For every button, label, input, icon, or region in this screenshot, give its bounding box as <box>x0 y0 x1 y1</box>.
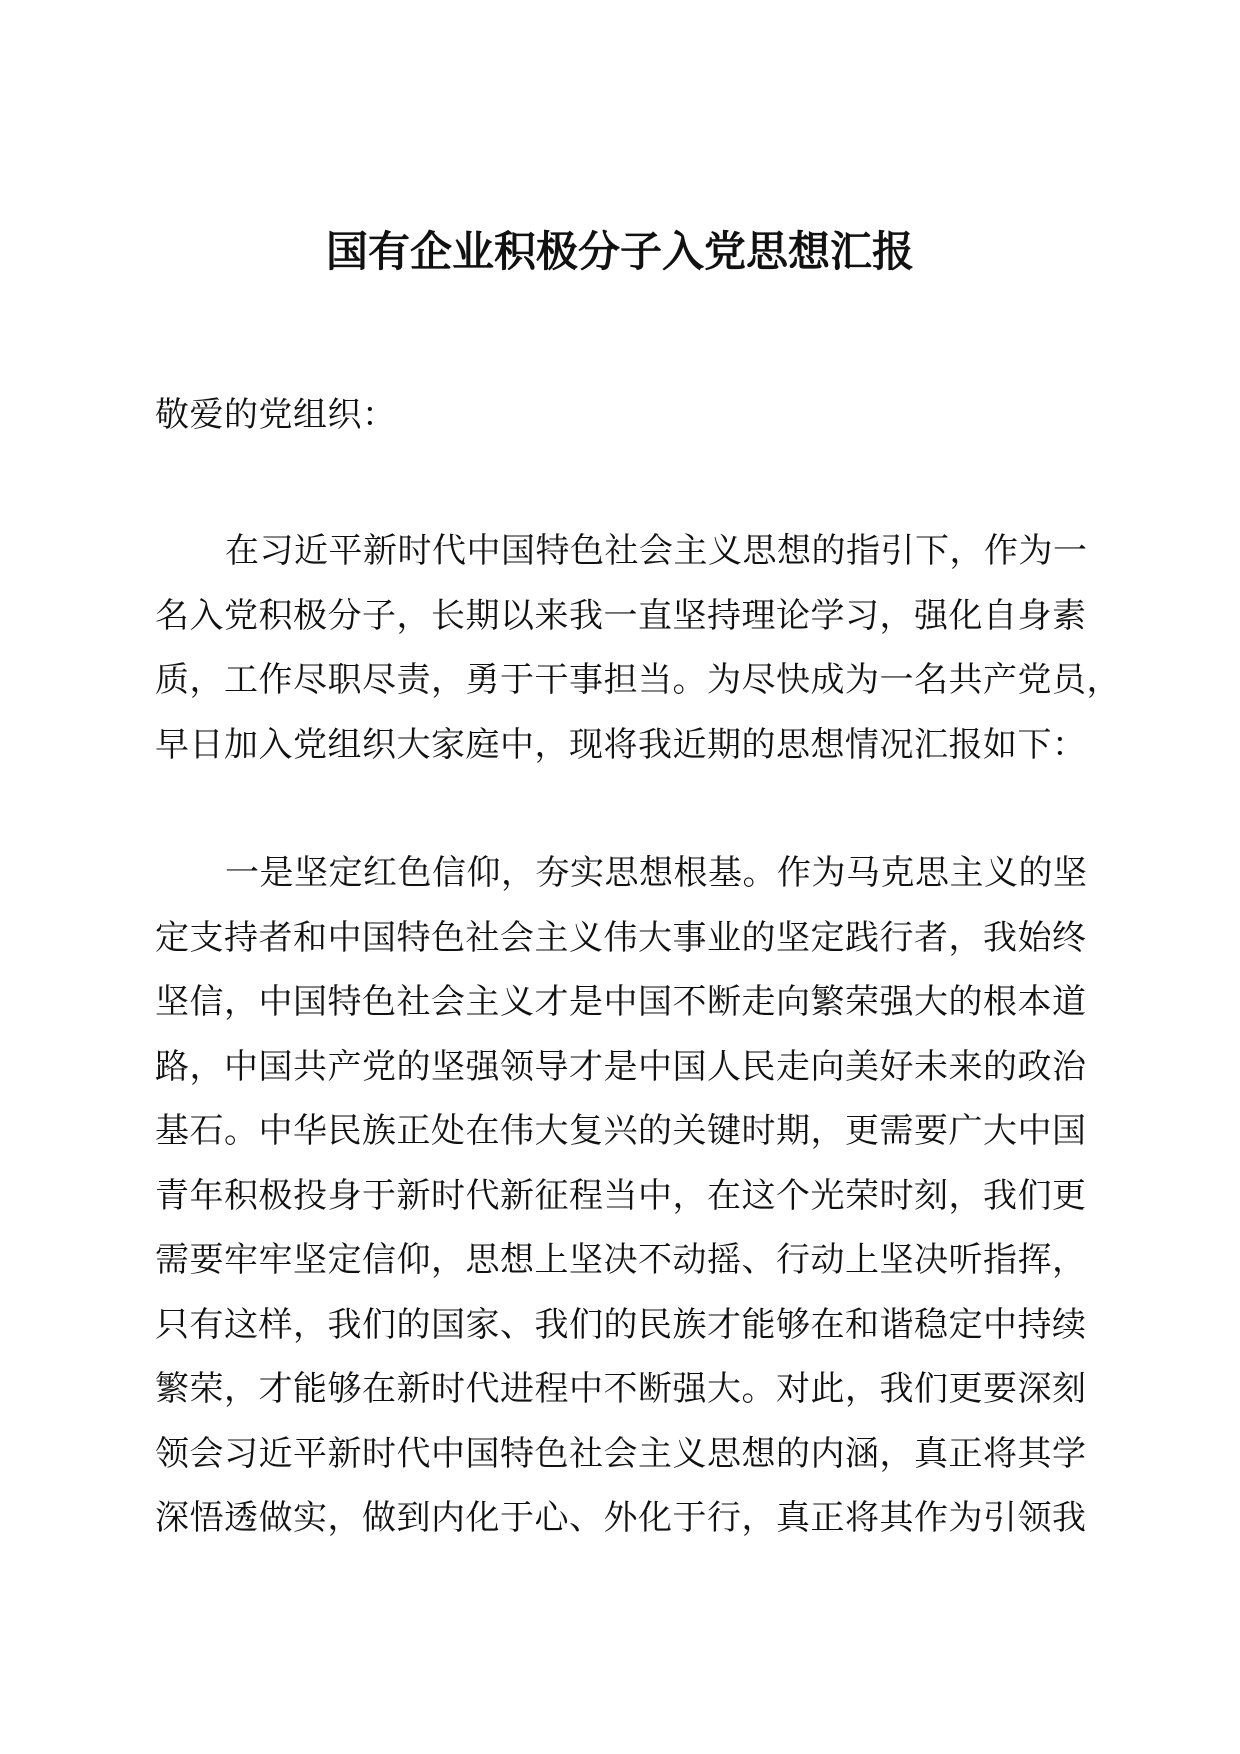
text-line: 领会习近平新时代中国特色社会主义思想的内涵，真正将其学 <box>155 1433 1087 1474</box>
text-line: 深悟透做实，做到内化于心、外化于行，真正将其作为引领我 <box>155 1498 1087 1538</box>
text-line: 名入党积极分子，长期以来我一直坚持理论学习，强化自身素 <box>155 595 1087 636</box>
paragraph-intro <box>155 528 1121 786</box>
text-line: 早日加入党组织大家庭中，现将我近期的思想情况汇报如下： <box>155 724 1087 765</box>
text-line: 坚信，中国特色社会主义才是中国不断走向繁荣强大的根本道 <box>155 982 1087 1022</box>
text-line: 路，中国共产党的坚强领导才是中国人民走向美好未来的政治 <box>155 1046 1087 1087</box>
text-line: 繁荣，才能够在新时代进程中不断强大。对此，我们更要深刻 <box>155 1369 1087 1409</box>
text-line: 定支持者和中国特色社会主义伟大事业的坚定践行者，我始终 <box>155 917 1087 958</box>
text-line: 一是坚定红色信仰，夯实思想根基。作为马克思主义的坚 <box>225 853 1088 893</box>
paragraph-faith <box>155 850 1115 1560</box>
text-line: 青年积极投身于新时代新征程当中，在这个光荣时刻，我们更 <box>155 1175 1087 1216</box>
text-line: 只有这样，我们的国家、我们的民族才能够在和谐稳定中持续 <box>155 1304 1087 1345</box>
text-line: 在习近平新时代中国特色社会主义思想的指引下，作为一 <box>225 531 1088 571</box>
text-line: 基石。中华民族正处在伟大复兴的关键时期，更需要广大中国 <box>155 1111 1087 1151</box>
text-line: 需要牢牢坚定信仰，思想上坚决不动摇、行动上坚决听指挥， <box>155 1240 1087 1280</box>
text-line: 质，工作尽职尽责，勇于干事担当。为尽快成为一名共产党员， <box>155 660 1121 700</box>
salutation: 敬爱的党组织： <box>155 395 397 435</box>
document-title: 国有企业积极分子入党思想汇报 <box>325 227 914 276</box>
